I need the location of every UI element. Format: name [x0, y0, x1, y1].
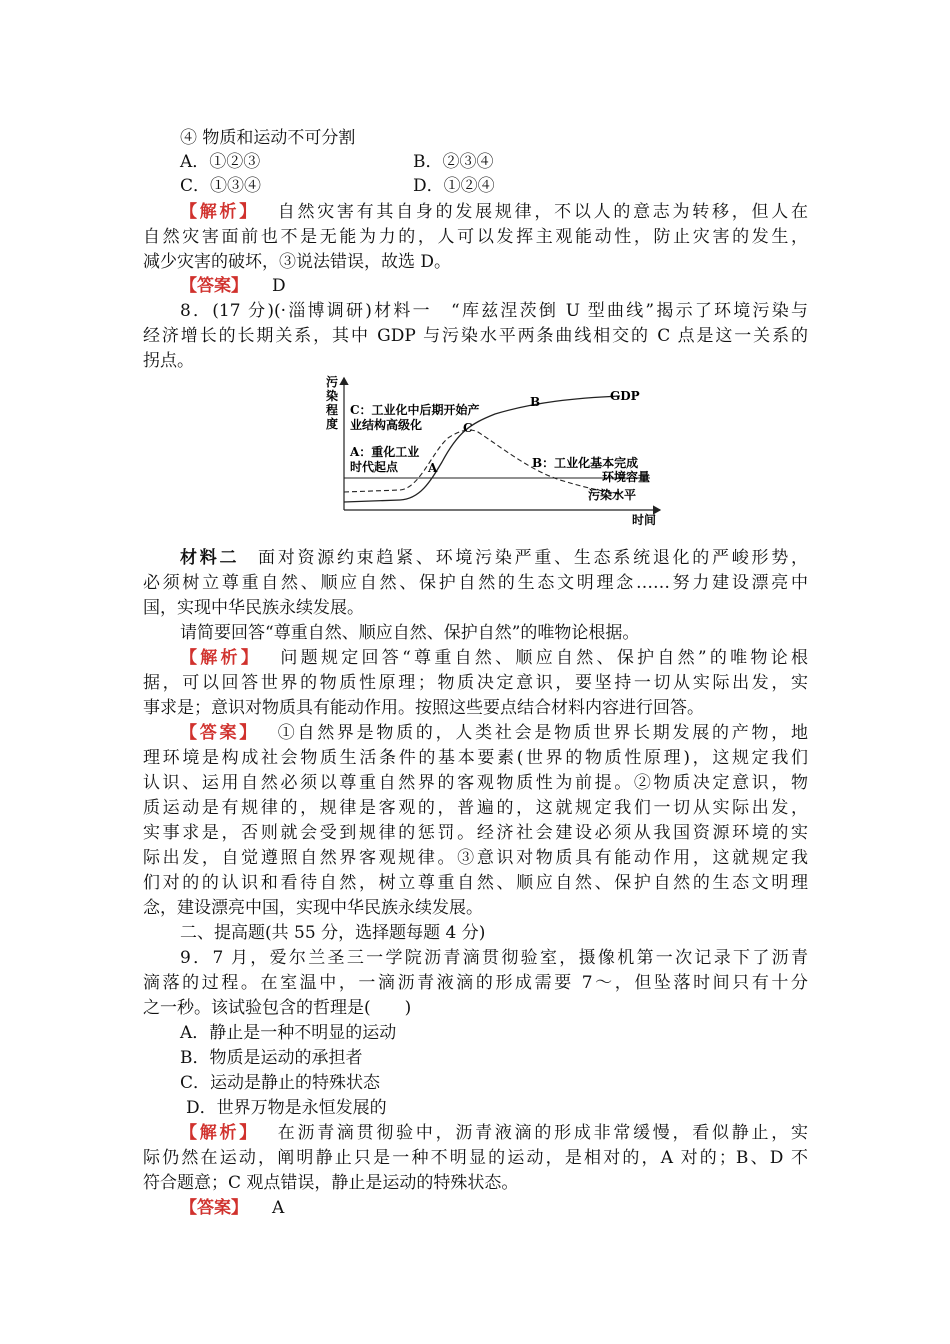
q9-stem-line-3: 之一秒。该试验包含的哲理是( ) [143, 998, 412, 1018]
label-b: B：工业化基本完成 [532, 456, 639, 470]
q7-analysis-line-3: 减少灾害的破坏，③说法错误，故选 D。 [143, 252, 452, 272]
q9-analysis-line-3: 符合题意；C 观点错误，静止是运动的特殊状态。 [143, 1173, 519, 1193]
q7-choice-d: D．①②④ [413, 176, 495, 196]
answer-tag: 【答案】 [180, 276, 248, 296]
point-c-label: C [463, 421, 473, 435]
answer-tag: 【答案】 [180, 723, 259, 743]
x-axis-label: 时间 [632, 513, 657, 527]
q8-answer-line-3: 认识、运用自然必须以尊重自然界的客观物质性为前提。②物质决定意识，物 [143, 773, 808, 793]
q9-option-c: C．运动是静止的特殊状态 [180, 1073, 381, 1093]
material2-line-2: 必须树立尊重自然、顺应自然、保护自然的生态文明理念……努力建设漂亮中 [143, 573, 808, 593]
q8-answer-line-2: 理环境是构成社会物质生活条件的基本要素(世界的物质性原理)，这规定我们 [143, 748, 808, 768]
y-axis-label-2: 染 [326, 389, 339, 403]
q8-question: 请简要回答“尊重自然、顺应自然、保护自然”的唯物论根据。 [180, 623, 640, 643]
q9-option-a: A．静止是一种不明显的运动 [180, 1023, 397, 1043]
gdp-label: GDP [610, 389, 640, 403]
q7-analysis-line-2: 自然灾害面前也不是无能为力的，人可以发挥主观能动性，防止灾害的发生， [143, 227, 808, 247]
analysis-tag: 【解析】 [180, 202, 259, 222]
q7-analysis-line-1: 【解析】 自然灾害有其自身的发展规律，不以人的意志为转移，但人在 [180, 202, 808, 222]
material2-line-1: 材料二 面对资源约束趋紧、环境污染严重、生态系统退化的严峻形势， [180, 548, 809, 568]
analysis-tag: 【解析】 [180, 1123, 259, 1143]
q8-answer-line-8: 念，建设漂亮中国，实现中华民族永续发展。 [143, 898, 483, 918]
point-a-label: A [428, 461, 438, 475]
q9-analysis-line-2: 际仍然在运动，阐明静止只是一种不明显的运动，是相对的，A 对的；B、D 不 [143, 1148, 808, 1168]
y-axis-label-4: 度 [326, 417, 339, 431]
q8-analysis-line-3: 事求是；意识对物质具有能动作用。按照这些要点结合材料内容进行回答。 [143, 698, 704, 718]
q7-answer: 【答案】 D [180, 276, 286, 296]
y-axis-label-3: 程 [326, 403, 339, 417]
label-c-line-2: 业结构高级化 [350, 418, 423, 432]
q8-analysis-line-1: 【解析】 问题规定回答“尊重自然、顺应自然、保护自然”的唯物论根 [180, 648, 809, 668]
q9-answer: 【答案】 A [180, 1198, 285, 1218]
analysis-tag: 【解析】 [180, 648, 262, 668]
q9-option-b: B．物质是运动的承担者 [180, 1048, 363, 1068]
label-a-line-1: A：重化工业 [350, 445, 420, 459]
q8-analysis-line-2: 据，可以回答世界的物质性原理；物质决定意识，要坚持一切从实际出发，实 [143, 673, 808, 693]
y-axis-label-1: 污 [326, 375, 339, 389]
q8-stem-line-2: 经济增长的长期关系，其中 GDP 与污染水平两条曲线相交的 C 点是这一关系的 [143, 326, 808, 346]
q8-answer-line-1: 【答案】 ①自然界是物质的，人类社会是物质世界长期发展的产物，地 [180, 723, 808, 743]
pollution-label: 污染水平 [588, 488, 637, 502]
q8-answer-line-6: 际出发，自觉遵照自然界客观规律。③意识对物质具有能动作用，这就规定我 [143, 848, 808, 868]
q7-choice-c: C．①③④ [180, 176, 262, 196]
q9-stem-line-1: 9．7 月，爱尔兰圣三一学院沥青滴贯彻验室，摄像机第一次记录下了沥青 [180, 948, 808, 968]
answer-tag: 【答案】 [180, 1198, 248, 1218]
q9-option-d: D．世界万物是永恒发展的 [186, 1098, 387, 1118]
q7-option-4: ④ 物质和运动不可分割 [180, 128, 356, 148]
q8-answer-line-5: 实事求是，否则就会受到规律的惩罚。经济社会建设必须从我国资源环境的实 [143, 823, 808, 843]
q7-choice-a: A．①②③ [180, 152, 261, 172]
material2-line-3: 国，实现中华民族永续发展。 [143, 598, 364, 618]
point-b-label: B [530, 395, 541, 409]
q9-stem-line-2: 滴落的过程。在室温中，一滴沥青液滴的形成需要 7～，但坠落时间只有十分 [143, 973, 808, 993]
q8-answer-line-7: 们对的的认识和看待自然，树立尊重自然、顺应自然、保护自然的生态文明理 [143, 873, 808, 893]
section-heading: 二、提高题(共 55 分，选择题每题 4 分) [180, 923, 486, 943]
label-a-line-2: 时代起点 [350, 460, 399, 474]
material2-tag: 材料二 [180, 548, 240, 568]
q8-stem-line-1: 8．(17 分)(·淄博调研)材料一 “库兹涅茨倒 U 型曲线”揭示了环境污染与 [180, 301, 808, 321]
q7-choice-b: B．②③④ [413, 152, 494, 172]
label-c-line-1: C：工业化中后期开始产 [350, 403, 480, 417]
kuznets-curve-figure [320, 372, 670, 528]
q8-answer-line-4: 质运动是有规律的，规律是客观的，普遍的，这就规定我们一切从实际出发， [143, 798, 808, 818]
q9-analysis-line-1: 【解析】 在沥青滴贯彻验中，沥青液滴的形成非常缓慢，看似静止，实 [180, 1123, 808, 1143]
capacity-label: 环境容量 [602, 470, 651, 484]
q8-stem-line-3: 拐点。 [143, 351, 194, 371]
